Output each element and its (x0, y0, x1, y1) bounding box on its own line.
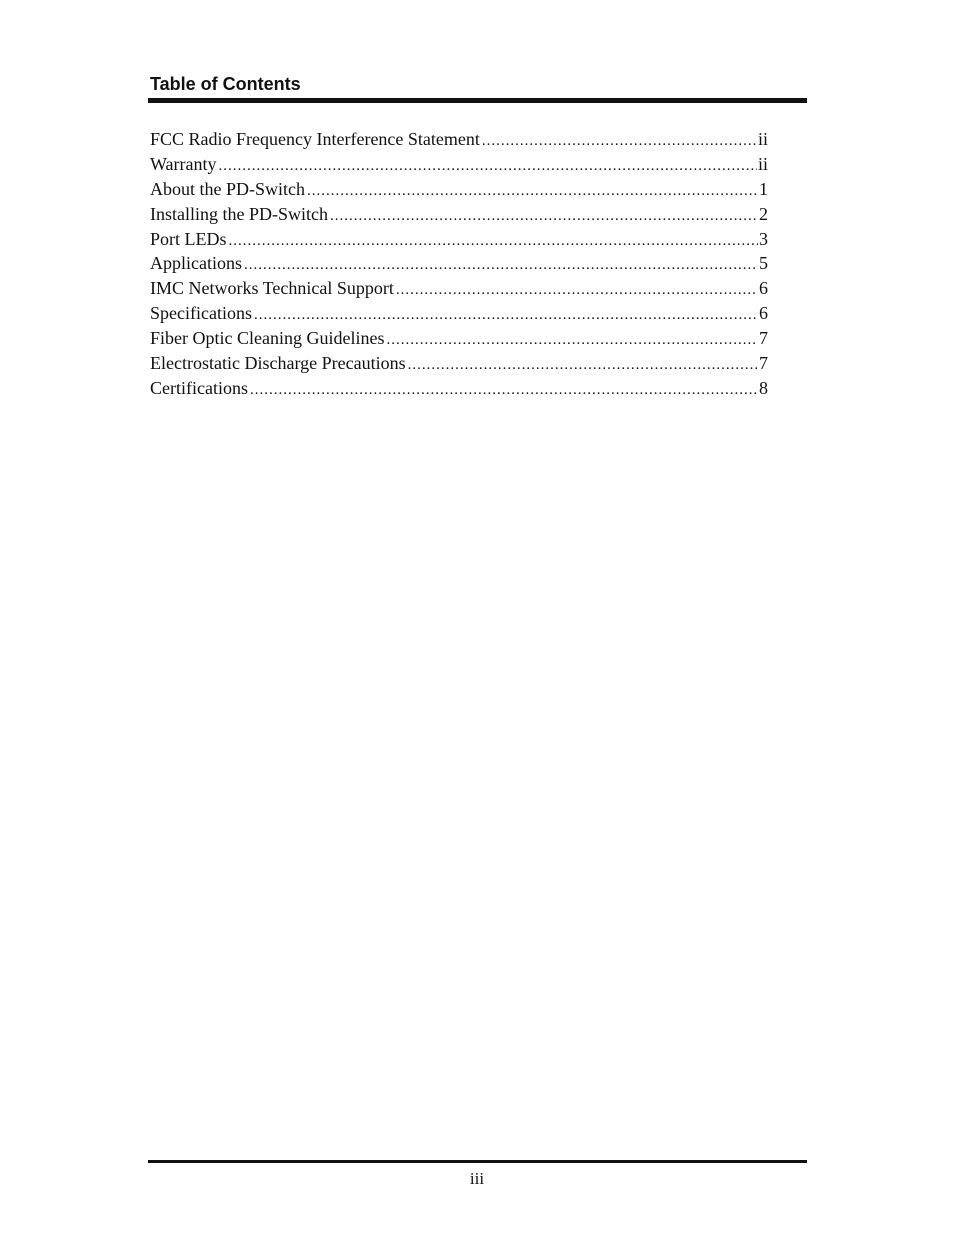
toc-entry-page: 1 (759, 178, 768, 199)
toc-entry-page: 5 (759, 253, 768, 274)
dot-leader (396, 278, 758, 301)
dot-leader (408, 353, 758, 376)
toc-entry-label: Applications (150, 253, 242, 274)
toc-entry-port-leds[interactable] (150, 227, 768, 252)
toc-entry-label: Fiber Optic Cleaning Guidelines (150, 328, 385, 349)
dot-leader (482, 129, 757, 152)
dot-leader (386, 328, 758, 351)
dot-leader (307, 179, 758, 202)
toc-entry-specifications[interactable] (150, 301, 768, 326)
toc-entry-technical-support[interactable] (150, 276, 768, 301)
toc-entry-label: FCC Radio Frequency Interference Statement (150, 129, 480, 149)
toc-list (150, 127, 768, 401)
toc-entry-page: 8 (759, 377, 768, 398)
toc-entry-label: Warranty (150, 153, 217, 174)
toc-entry-label: Installing the PD-Switch (150, 203, 328, 224)
toc-entry-label: Specifications (150, 303, 252, 324)
toc-entry-esd-precautions[interactable] (150, 351, 768, 376)
toc-entry-certifications[interactable] (150, 376, 768, 401)
toc-entry-page: 2 (759, 203, 768, 224)
dot-leader (330, 204, 758, 227)
toc-entry-label: IMC Networks Technical Support (150, 278, 394, 299)
toc-entry-page: 7 (759, 353, 768, 374)
toc-entry-page: 6 (759, 303, 768, 324)
toc-entry-about[interactable] (150, 177, 768, 202)
dot-leader (254, 303, 758, 326)
dot-leader (250, 378, 758, 401)
dot-leader (219, 154, 757, 177)
title-rule (148, 98, 807, 103)
toc-entry-page: ii (757, 153, 768, 174)
toc-entry-fiber-cleaning[interactable] (150, 326, 768, 351)
toc-entry-fcc-statement[interactable] (150, 127, 768, 152)
toc-entry-label: Port LEDs (150, 228, 227, 249)
page-title: Table of Contents (150, 74, 301, 94)
footer-rule (148, 1160, 807, 1163)
dot-leader (244, 253, 758, 276)
dot-leader (229, 229, 759, 252)
toc-entry-label: About the PD-Switch (150, 178, 305, 199)
toc-entry-page: 6 (759, 278, 768, 299)
toc-entry-label: Electrostatic Discharge Precautions (150, 353, 406, 374)
toc-entry-applications[interactable] (150, 251, 768, 276)
toc-entry-warranty[interactable] (150, 152, 768, 177)
toc-entry-page: 3 (759, 228, 768, 249)
toc-entry-installing[interactable] (150, 202, 768, 227)
toc-entry-page: ii (757, 129, 768, 149)
toc-entry-page: 7 (759, 328, 768, 349)
toc-entry-label: Certifications (150, 377, 248, 398)
footer-page-number: iii (469, 1169, 485, 1188)
